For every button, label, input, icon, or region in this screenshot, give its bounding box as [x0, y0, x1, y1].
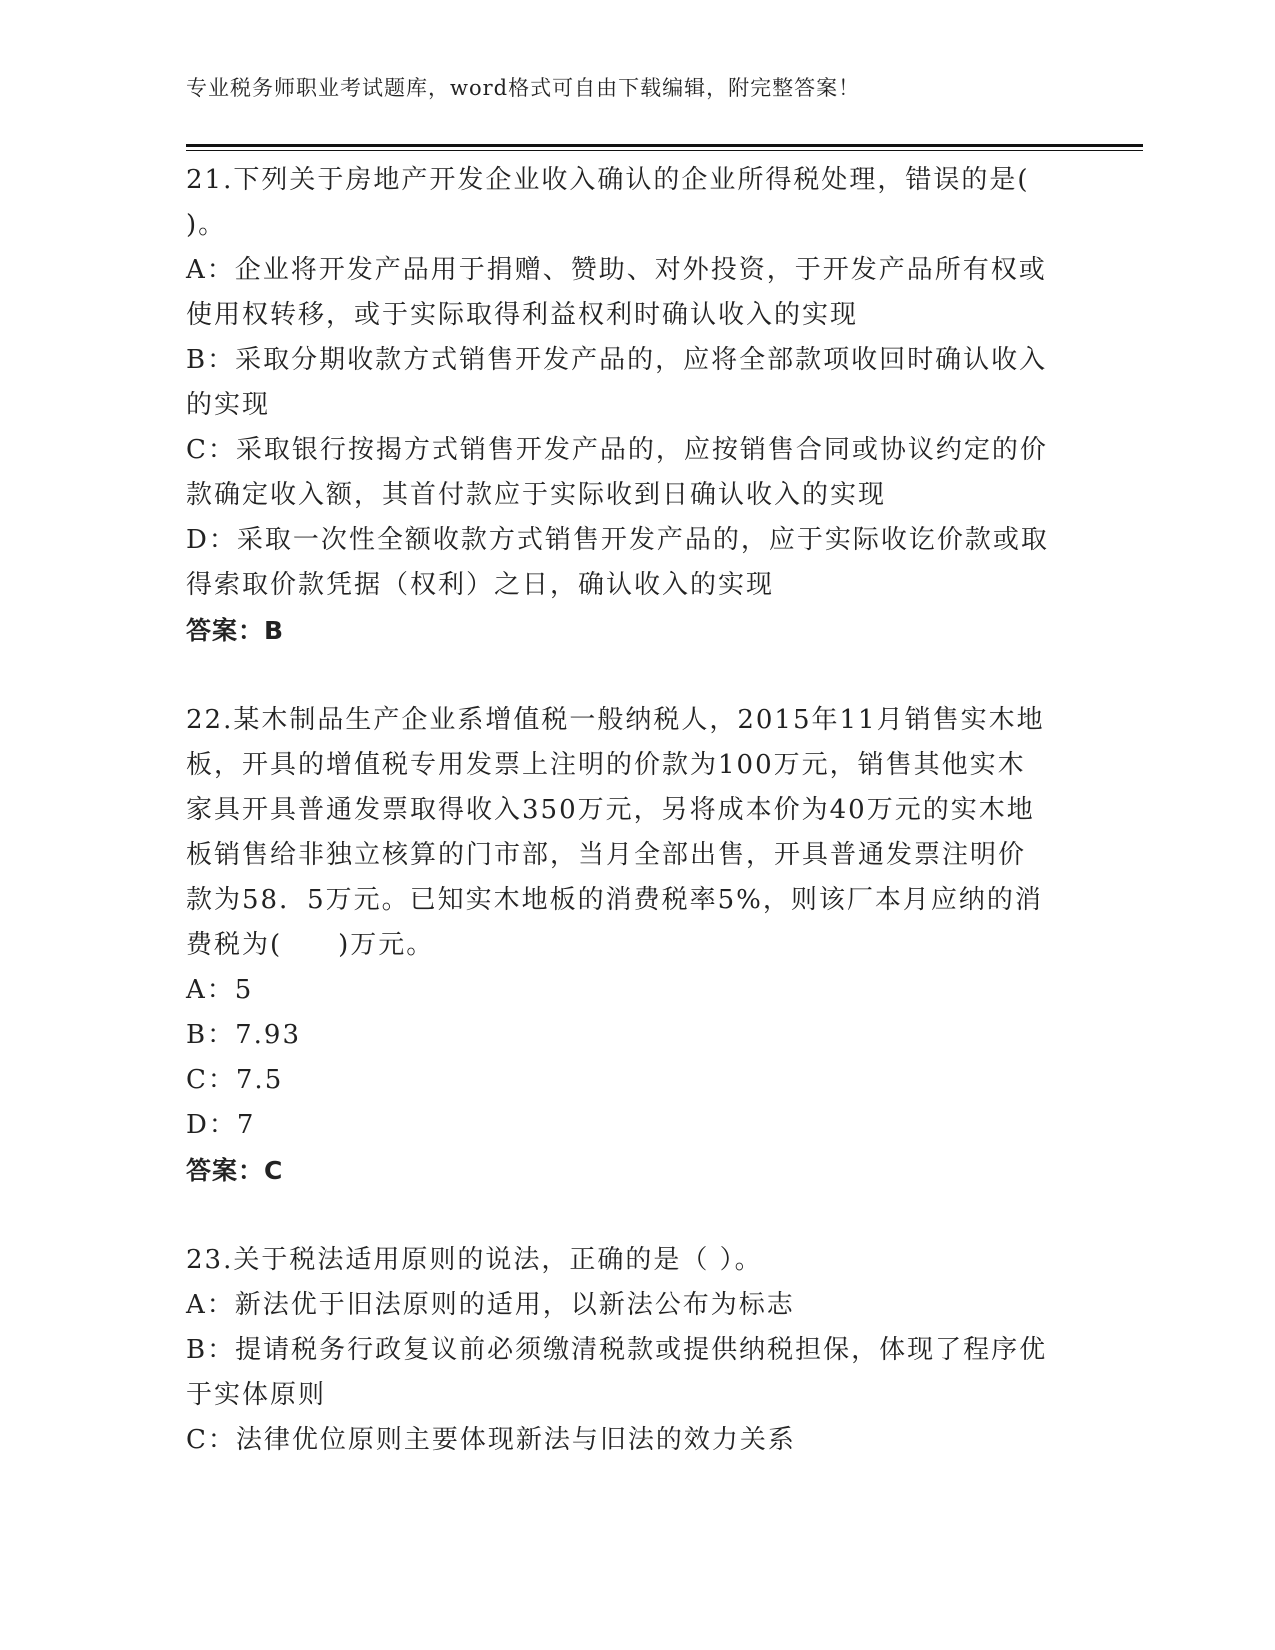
answer: 答案：C [186, 1156, 284, 1185]
option-b-line: 的实现 [186, 390, 271, 420]
question-stem-line: 家具开具普通发票取得收入350万元，另将成本价为40万元的实木地 [186, 795, 1035, 825]
question-stem-line: 22.某木制品生产企业系增值税一般纳税人，2015年11月销售实木地 [186, 705, 1045, 735]
page-header: 专业税务师职业考试题库，word格式可自由下载编辑，附完整答案！ [186, 76, 861, 100]
header-rule-thin [186, 150, 1143, 151]
option-b-line: B：7.93 [186, 1020, 301, 1050]
option-d-line: D：采取一次性全额收款方式销售开发产品的，应于实际收讫价款或取 [186, 525, 1049, 555]
option-d-line: D：7 [186, 1110, 256, 1140]
option-b-line: B：提请税务行政复议前必须缴清税款或提供纳税担保，体现了程序优 [186, 1335, 1048, 1365]
question-22 [186, 698, 1066, 1193]
option-b-line: B：采取分期收款方式销售开发产品的，应将全部款项收回时确认收入 [186, 345, 1048, 375]
spacer [186, 1193, 1066, 1238]
question-list [186, 158, 1066, 1463]
question-stem-line: 23.关于税法适用原则的说法，正确的是（ ）。 [186, 1245, 763, 1275]
question-stem-line: 板销售给非独立核算的门市部，当月全部出售，开具普通发票注明价 [186, 840, 1027, 870]
option-b-line: 于实体原则 [186, 1380, 327, 1410]
answer: 答案：B [186, 616, 285, 645]
question-stem-line: 费税为( )万元。 [186, 930, 435, 960]
question-stem-line: 21.下列关于房地产开发企业收入确认的企业所得税处理，错误的是( [186, 165, 1030, 195]
question-stem-line: 板，开具的增值税专用发票上注明的价款为100万元，销售其他实木 [186, 750, 1026, 780]
option-c-line: C：法律优位原则主要体现新法与旧法的效力关系 [186, 1425, 796, 1455]
option-d-line: 得索取价款凭据（权利）之日，确认收入的实现 [186, 570, 775, 600]
option-c-line: 款确定收入额，其首付款应于实际收到日确认收入的实现 [186, 480, 887, 510]
option-a-line: 使用权转移，或于实际取得利益权利时确认收入的实现 [186, 300, 859, 330]
question-23 [186, 1238, 1066, 1463]
spacer [186, 653, 1066, 698]
option-a-line: A：5 [186, 975, 254, 1005]
option-c-line: C：7.5 [186, 1065, 284, 1095]
option-a-line: A：企业将开发产品用于捐赠、赞助、对外投资，于开发产品所有权或 [186, 255, 1047, 285]
question-stem-line: )。 [186, 210, 227, 240]
option-c-line: C：采取银行按揭方式销售开发产品的，应按销售合同或协议约定的价 [186, 435, 1048, 465]
question-21 [186, 158, 1066, 653]
question-stem-line: 款为58．5万元。已知实木地板的消费税率5%，则该厂本月应纳的消 [186, 885, 1043, 915]
option-a-line: A：新法优于旧法原则的适用，以新法公布为标志 [186, 1290, 795, 1320]
header-rule-thick [186, 144, 1143, 147]
